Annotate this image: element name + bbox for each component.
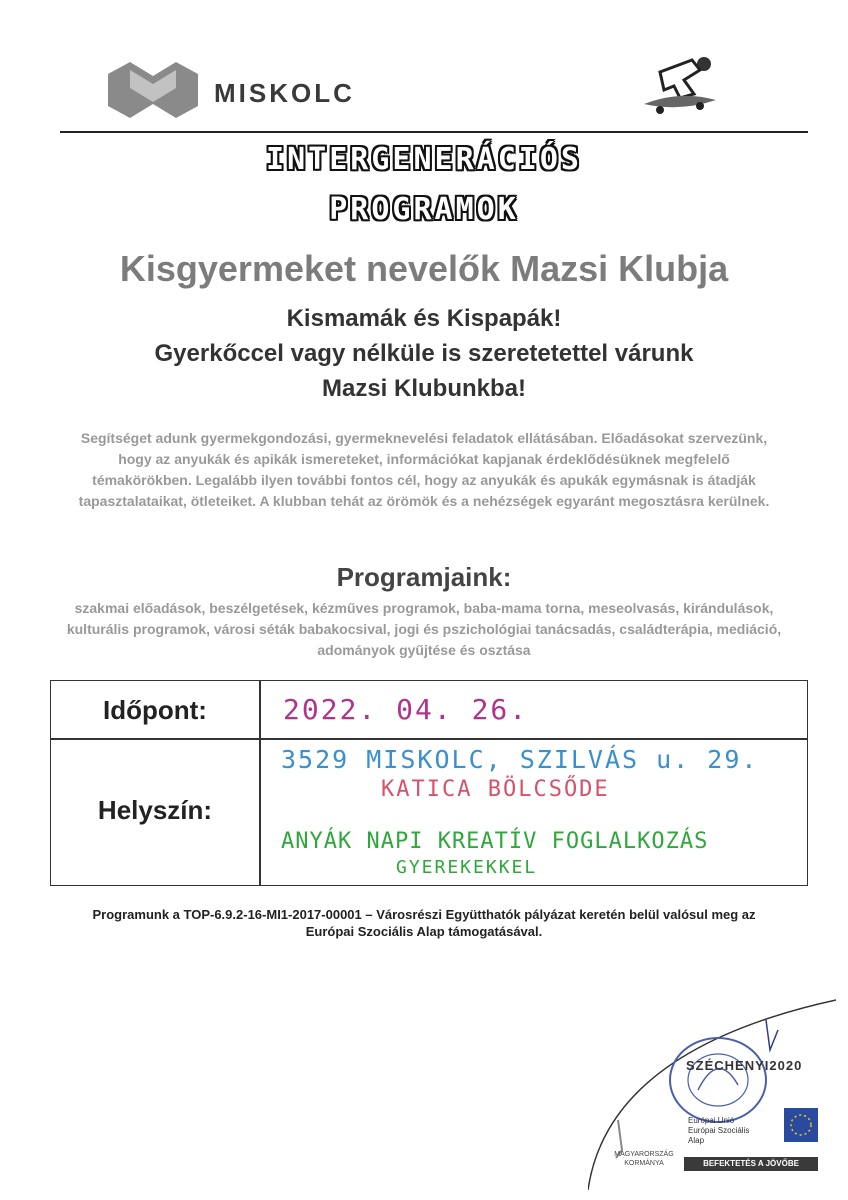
- government-label: [604, 1150, 684, 1168]
- event-value: ANYÁK NAPI KREATÍV FOGLALKOZÁS: [281, 829, 709, 854]
- skateboarder-icon: [640, 50, 720, 120]
- investment-banner: BEFEKTETÉS A JÖVŐBE: [684, 1157, 818, 1171]
- funding-note: Programunk a TOP-6.9.2-16-MI1-2017-00001 – Városrészi Együtthatók pályázat keretén belül valósul meg az Európai Szociális Alap támogatásával.: [92, 907, 756, 939]
- gov-line-2: KORMÁNYA: [624, 1160, 664, 1167]
- city-name: MISKOLC: [214, 78, 355, 108]
- title-line-2: PROGRAMOK: [329, 192, 519, 227]
- venue-value: KATICA BÖLCSŐDE: [381, 777, 610, 802]
- place-label: Helyszín:: [97, 795, 213, 825]
- eu-line-1: Európai Unió: [688, 1116, 735, 1125]
- event-details-table: [50, 680, 808, 886]
- programs-list: szakmai előadások, beszélgetések, kézműves programok, baba-mama torna, meseolvasás, kirándulások, kulturális programok, városi séták babakocsival, jogi és pszichológiai tanácsadás, családterápia, mediáció, adományok gyűjtése és osztása: [66, 600, 782, 658]
- time-label: Időpont:: [103, 695, 207, 725]
- szechenyi-year: 2020: [769, 1058, 803, 1073]
- invitation-line-3: Mazsi Klubunkba!: [321, 375, 526, 402]
- szechenyi-logo-text: [686, 1058, 802, 1073]
- address-value: 3529 MISKOLC, SZILVÁS u. 29.: [281, 745, 759, 774]
- invitation-line-2: Gyerkőccel vagy nélküle is szeretetettel várunk: [154, 340, 694, 367]
- gov-line-1: MAGYARORSZÁG: [614, 1151, 674, 1158]
- event-value-line-2: GYEREKEKKEL: [396, 857, 538, 878]
- miskolc-logo-icon: [108, 62, 198, 118]
- eu-line-2: Európai Szociális: [688, 1126, 750, 1135]
- szechenyi-label: SZÉCHENYI: [686, 1058, 770, 1073]
- time-value: 2022. 04. 26.: [283, 693, 529, 726]
- eu-line-3: Alap: [688, 1136, 705, 1145]
- table-column-divider: [259, 681, 261, 885]
- club-name: Kisgyermeket nevelők Mazsi Klubja: [119, 248, 729, 289]
- header-divider: [60, 131, 808, 133]
- table-row-divider: [51, 738, 807, 740]
- club-description: Segítséget adunk gyermekgondozási, gyermeknevelési feladatok ellátásában. Előadásokat szervezünk, hogy az anyukák és apikák ismereteket, információkat kapjanak érdeklődésüknek megfelelő témakörökben. Legalább ilyen további fontos cél, hogy az anyukák és apukák egymásnak is átadják tapasztalataikat, ötleteiket. A klubban tehát az örömök és a nehézségek egyaránt megosztásra kerülnek.: [78, 430, 770, 509]
- title-line-1: INTERGENERÁCIÓS: [266, 142, 582, 177]
- invitation-line-1: Kismamák és Kispapák!: [286, 305, 562, 332]
- eu-label: [688, 1116, 749, 1146]
- programs-heading: Programjaink:: [336, 562, 512, 592]
